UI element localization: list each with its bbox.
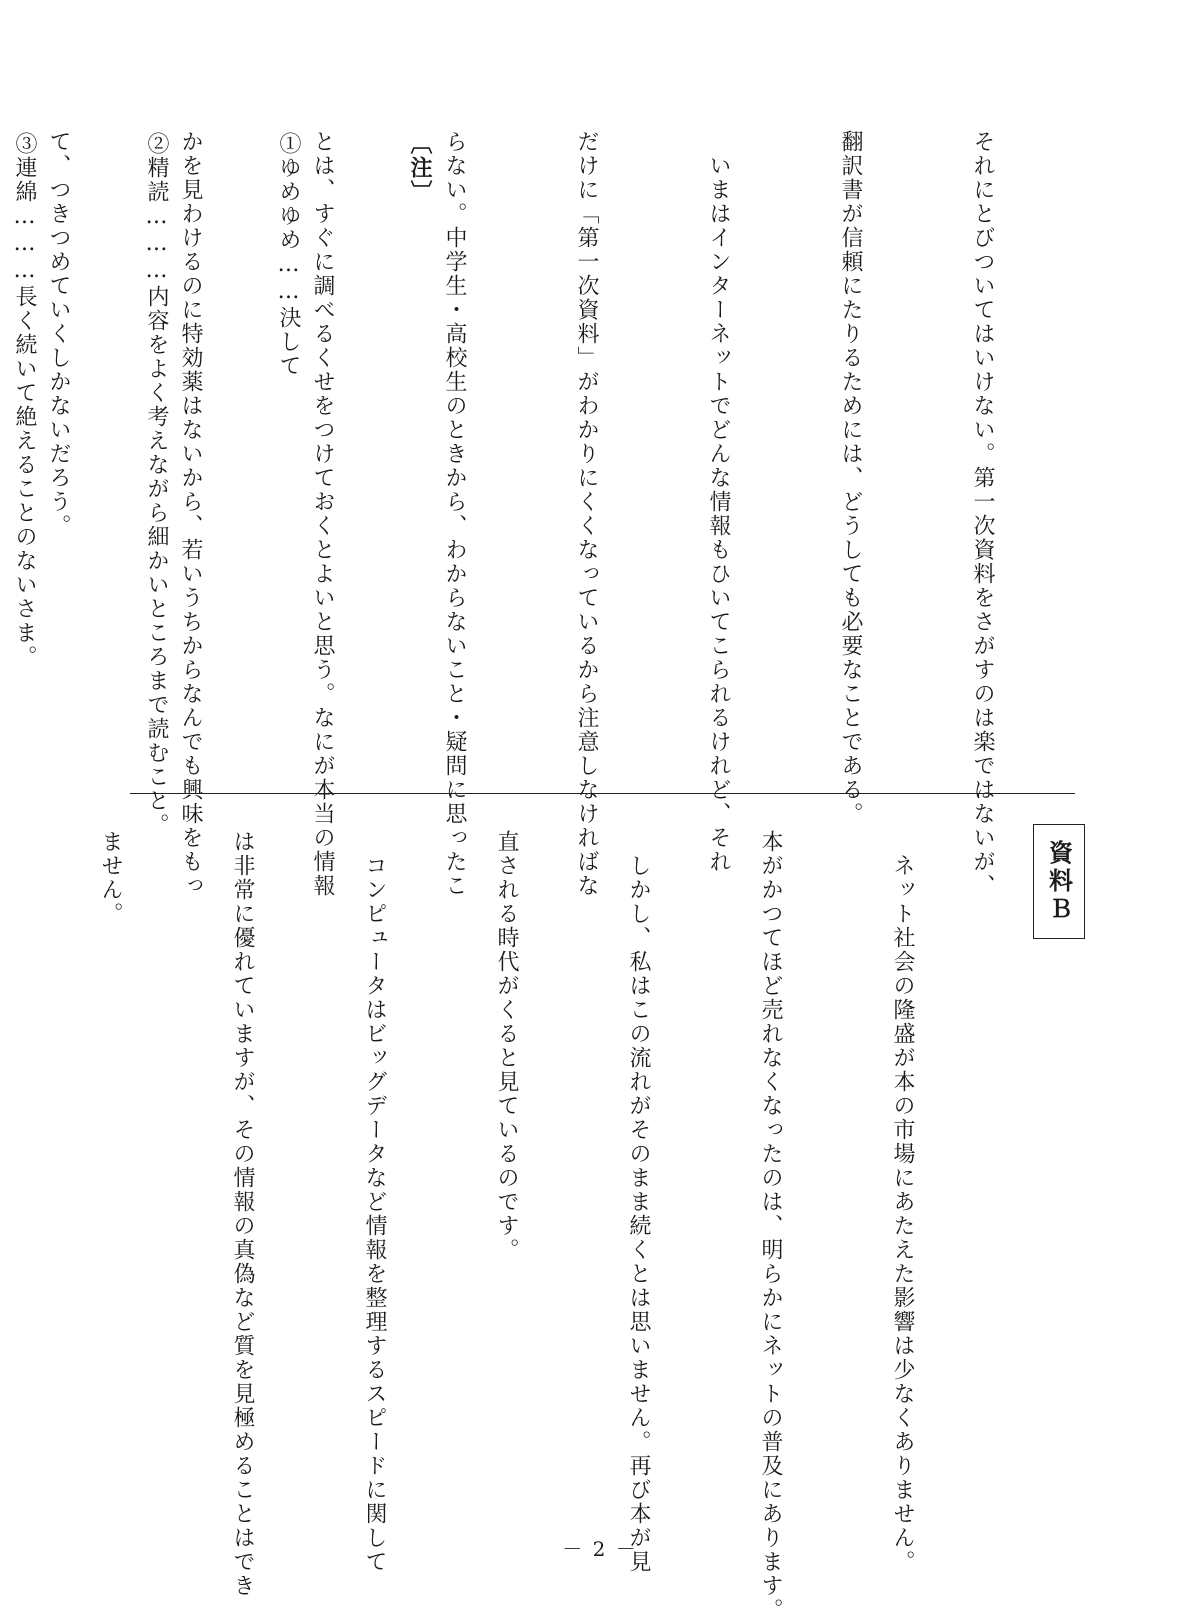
text-line: 本がかつてほど売れなくなったのは、明らかにネットの普及にあります。 [758, 830, 783, 1622]
text-line: 翻訳書が信頼にたりるためには、どうしても必要なことである。 [838, 130, 863, 826]
text-line: ません。 [98, 830, 123, 926]
text-line: しかし、私はこの流れがそのまま続くとは思いません。再び本が見 [626, 830, 651, 1574]
text-line: 直される時代がくると見ているのです。 [494, 830, 519, 1262]
text-line: ネット社会の隆盛が本の市場にあたえた影響は少なくありません。 [890, 830, 915, 1574]
notes-title: 〔注〕 [407, 132, 433, 204]
text-line: それにとびついてはいけない。第一次資料をさがすのは楽ではないが、 [970, 130, 995, 898]
source-text-b [0, 830, 1012, 1622]
note-item: ③連綿………長く続いて絶えることのないさま。 [12, 132, 37, 669]
text-line: は非常に優れていますが、その情報の真偽など質を見極めることはでき [230, 830, 255, 1598]
note-item: ①ゆめゆめ……決して [276, 132, 301, 378]
text-line: コンピュータはビッグデータなど情報を整理するスピードに関して [362, 830, 387, 1574]
text-line: いまはインターネットでどんな情報もひいてこられるけれど、それ [706, 130, 731, 874]
text-line: て、つきつめていくしかないだろう。 [46, 130, 71, 538]
text-line: らない。中学生・高校生のときから、わからないこと・疑問に思ったこ [442, 130, 467, 898]
section-divider [130, 793, 1075, 794]
text-line: かを見わけるのに特効薬はないから、若いうちからなんでも興味をもっ [178, 130, 203, 898]
text-line: とは、すぐに調べるくせをつけておくとよいと思う。なにが本当の情報 [310, 130, 335, 898]
material-b-label: 資料Ｂ [1033, 824, 1085, 939]
text-line: だけに「第一次資料」がわかりにくくなっているから注意しなければな [574, 130, 599, 898]
page-number: － 2 － [562, 1537, 638, 1561]
note-item: ②精読………内容をよく考えながら細かいところまで読むこと。 [144, 132, 169, 837]
